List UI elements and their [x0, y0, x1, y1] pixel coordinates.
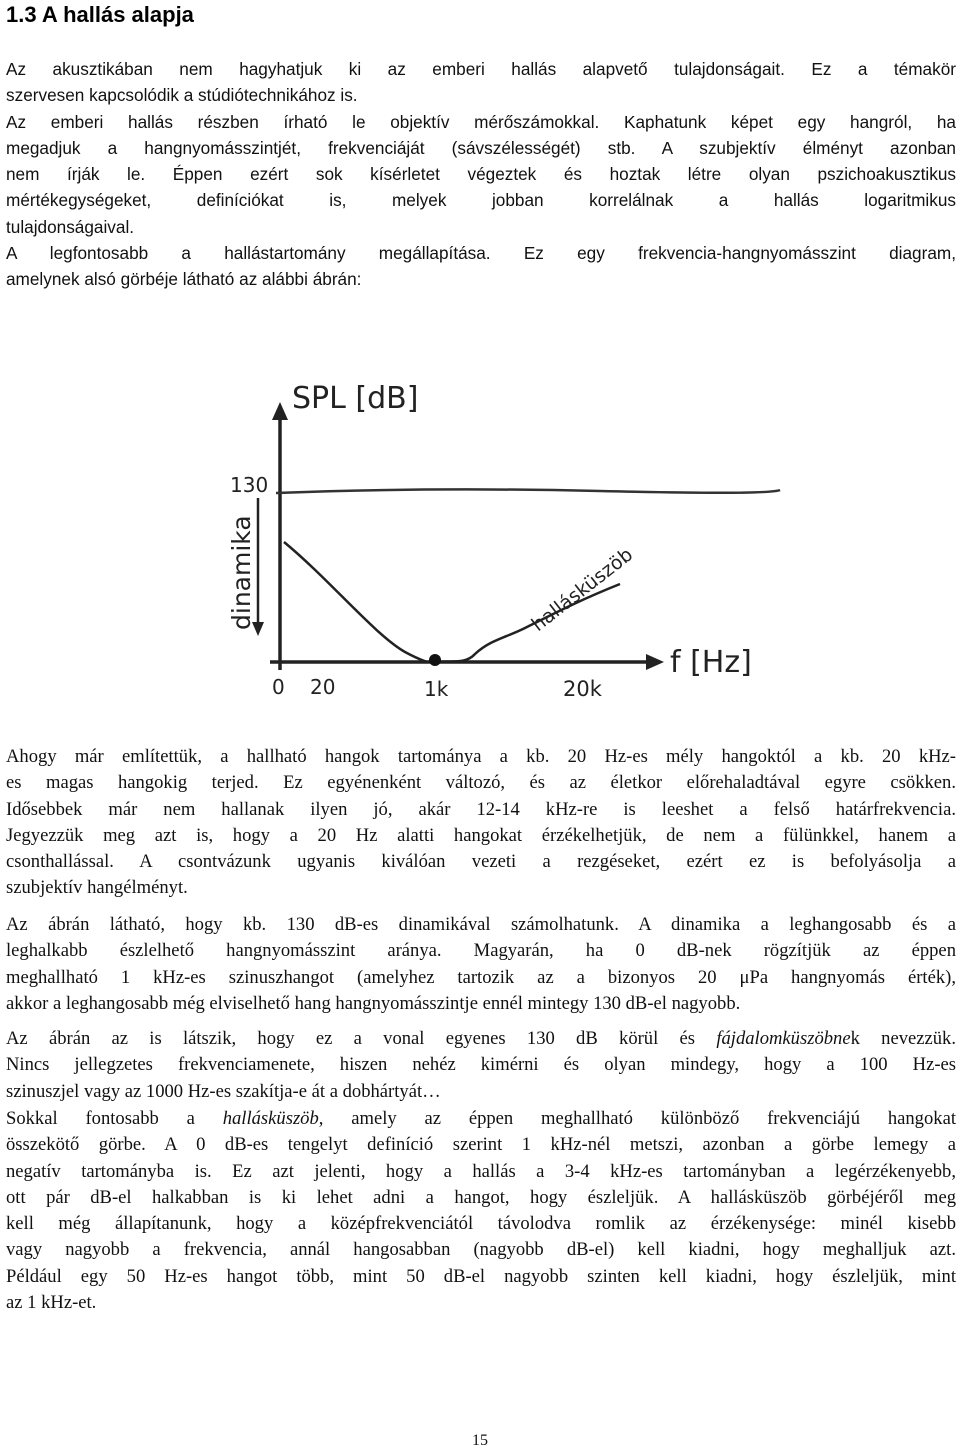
intro-line: nem írják le. Éppen ezért sok kísérletet végeztek és hoztak létre olyan pszichoakusztikus — [6, 164, 956, 185]
x-tick-label: 20 — [310, 675, 336, 699]
x-tick-label: 1k — [424, 677, 449, 701]
body-line: csonthallással. A csontvázunk ugyanis kiválóan vezeti a rezgéseket, ezért ez is befolyásolja a — [6, 851, 956, 873]
body-line: Nincs jellegzetes frekvenciamenete, hiszen nehéz kimérni és olyan mindegy, hogy a 100 Hz-es — [6, 1054, 956, 1076]
intro-line: mértékegységeket, definíciókat is, melyek jobban korrelálnak a hallás logaritmikus — [6, 190, 956, 211]
body-paragraph-3 — [6, 1026, 956, 1105]
body-line — [6, 1106, 956, 1132]
body-line: kell még állapítanunk, hogy a középfrekvenciától távolodva romlik az érzékenysége: minél kisebb — [6, 1213, 956, 1235]
body-line: Az ábrán látható, hogy kb. 130 dB-es dinamikával számolhatunk. A dinamika a leghangosabb és a — [6, 914, 956, 935]
page-number: 15 — [472, 1432, 488, 1449]
section-title: 1.3 A hallás alapja — [6, 2, 194, 27]
x-tick-label: 20k — [563, 677, 602, 701]
body-line: leghalkabb észlelhető hangnyomásszint aránya. Magyarán, ha 0 dB-nek rögzítjük az éppen — [6, 940, 956, 962]
body-paragraph-1 — [6, 744, 956, 902]
body-text: Sokkal fontosabb a — [6, 1108, 223, 1129]
curve-origin-dot — [429, 654, 441, 666]
curve-label: hallásküszöb — [527, 543, 638, 636]
body-line: Jegyezzük meg azt is, hogy a 20 Hz alatti hangokat érzékelhetjük, de nem a fülünkkel, hanem a — [6, 824, 956, 846]
intro-paragraph — [6, 56, 956, 293]
body-paragraph-2 — [6, 912, 956, 1017]
intro-line: Az emberi hallás részben írható le objektív mérőszámokkal. Kaphatunk képet egy hangról, ha — [6, 111, 956, 132]
y-axis-label: SPL [dB] — [292, 381, 419, 416]
x-axis-label: f [Hz] — [670, 645, 752, 680]
y-axis-arrow — [272, 402, 288, 420]
body-line: ott pár dB-el halkabban is ki lehet adni a hangot, hogy észleljük. A hallásküszöb görbéjéről meg — [6, 1186, 956, 1208]
body-text: k nevezzük. — [850, 1028, 957, 1049]
body-line: összekötő görbe. A 0 dB-es tengelyt definíció szerint 1 kHz-nél metszi, azonban a görbe lemegy a — [6, 1134, 956, 1156]
intro-line: amelynek alsó görbéje látható az alábbi ábrán: — [6, 269, 362, 290]
body-line: szinuszjel vagy az 1000 Hz-es szakítja-e át a dobhártyát… — [6, 1080, 441, 1102]
body-line: es magas hangokig terjed. Ez egyénenként változó, és az életkor előrehaladtával egyre csökken. — [6, 772, 956, 794]
term-hearing-threshold: hallásküszöb — [222, 1108, 319, 1129]
intro-line: Az akusztikában nem hagyhatjuk ki az emberi hallás alapvető tulajdonságait. Ez a témakör — [6, 59, 956, 79]
body-paragraph-4 — [6, 1106, 956, 1316]
body-line: Ahogy már említettük, a hallható hangok tartománya a kb. 20 Hz-es mély hangoktól a kb. 20 kHz- — [6, 746, 956, 767]
body-line: Például egy 50 Hz-es hangot több, mint 50 dB-el nagyobb szinten kell kiadni, hogy észleljük, mint — [6, 1265, 956, 1287]
hearing-threshold-figure — [180, 360, 784, 714]
body-line: Idősebbek már nem hallanak ilyen jó, akár 12-14 kHz-re is leeshet a felső határfrekvencia. — [6, 798, 956, 820]
body-line: szubjektív hangélményt. — [6, 877, 188, 899]
intro-line: megadjuk a hangnyomásszintjét, frekvenciáját (sávszélességét) stb. A szubjektív élményt azonban — [6, 137, 956, 158]
pain-threshold-line — [276, 489, 780, 493]
intro-line: A legfontosabb a hallástartomány megállapítása. Ez egy frekvencia-hangnyomásszint diagram, — [6, 243, 956, 264]
x-tick-label: 0 — [272, 675, 285, 699]
body-line: negatív tartományba is. Ez azt jelenti, hogy a hallás a 3-4 kHz-es tartományban a legérzékenyebb, — [6, 1160, 956, 1182]
range-label: dinamika — [227, 515, 256, 630]
body-line — [6, 1026, 956, 1052]
body-line: vagy nagyobb a frekvencia, annál hangosabban (nagyobb dB-el) kell kiadni, hogy meghalljuk azt. — [6, 1239, 956, 1261]
figure-canvas — [180, 360, 784, 714]
x-axis-arrow — [646, 654, 664, 670]
body-line: meghallható 1 kHz-es szinuszhangot (amelyhez tartozik az a bizonyos 20 μPa hangnyomás érték), — [6, 966, 956, 988]
body-line: akkor a leghangosabb még elviselhető hang hangnyomásszintje ennél mintegy 130 dB-el nagyobb. — [6, 992, 741, 1014]
y-tick-label: 130 — [230, 473, 269, 497]
term-pain-threshold: fájdalomküszöbne — [716, 1028, 851, 1049]
body-text: Az ábrán az is látszik, hogy ez a vonal egyenes 130 dB körül és — [6, 1028, 717, 1049]
intro-line: szervesen kapcsolódik a stúdiótechnikához is. — [6, 85, 358, 106]
body-text: , amely az éppen meghallható különböző frekvenciájú hangokat — [318, 1108, 956, 1129]
intro-line: tulajdonságaival. — [6, 216, 135, 237]
body-line: az 1 kHz-et. — [6, 1292, 97, 1314]
